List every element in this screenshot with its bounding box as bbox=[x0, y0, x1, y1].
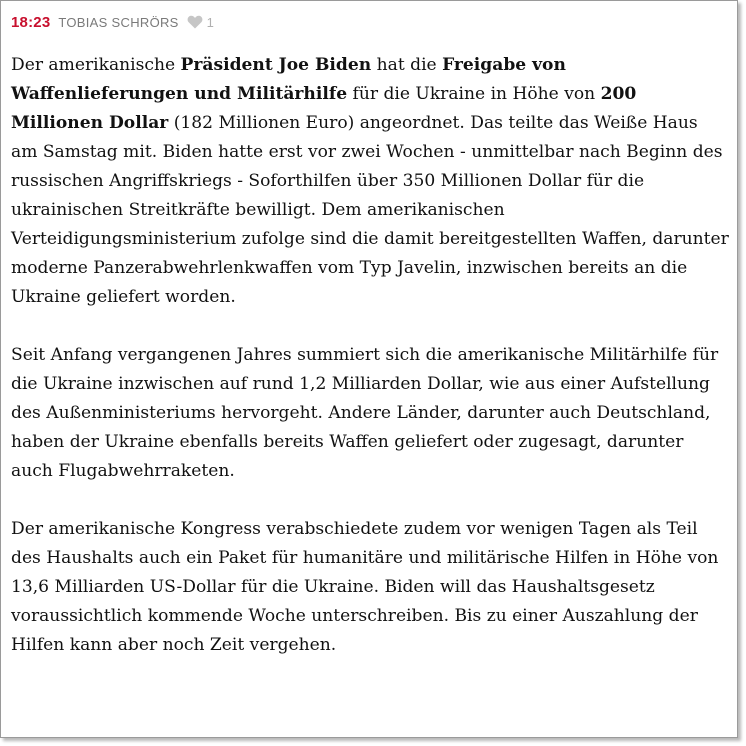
article-paragraph-3: Der amerikanische Kongress verabschiedete zudem vor wenigen Tagen als Teil des Haushalts auch ein Paket für humanitäre und militärische Hilfen in Höhe von 13,6 Milliarden US-Dollar für die Ukraine. Biden will das Haushaltsgesetz voraussichtlich kommende Woche unterschreiben. Bis zu einer Auszahlung der Hilfen kann aber noch Zeit vergehen. bbox=[11, 519, 719, 655]
bold-highlight: 200 Millionen Dollar bbox=[11, 84, 637, 133]
text-segment: für die Ukraine in Höhe von bbox=[347, 84, 601, 104]
article-body bbox=[11, 51, 729, 689]
text-segment: (182 Millionen Euro) angeordnet. Das teilte das Weiße Haus am Samstag mit. Biden hatte erst vor zwei Wochen - unmittelbar nach Beginn des russischen Angriffskriegs - Soforthilfen über 350 Millionen Dollar für die ukrainischen Streitkräfte bewilligt. Dem amerikanischen Verteidigungsministerium zufolge sind die damit bereitgestellten Waffen, darunter moderne Panzerabwehrlenkwaffen vom Typ Javelin, inzwischen bereits an die Ukraine geliefert worden. bbox=[11, 113, 729, 307]
author-name[interactable]: TOBIAS SCHRÖRS bbox=[58, 14, 179, 30]
entry-meta bbox=[11, 12, 214, 32]
like-button[interactable] bbox=[187, 15, 214, 30]
text-segment: Der amerikanische bbox=[11, 55, 181, 75]
heart-icon[interactable] bbox=[187, 15, 203, 29]
bold-highlight: Freigabe von Waffenlieferungen und Militärhilfe bbox=[11, 55, 566, 104]
article-paragraph-2: Seit Anfang vergangenen Jahres summiert sich die amerikanische Militärhilfe für die Ukraine inzwischen auf rund 1,2 Milliarden Dollar, wie aus einer Aufstellung des Außenministeriums hervorgeht. Andere Länder, darunter auch Deutschland, haben der Ukraine ebenfalls bereits Waffen geliefert oder zugesagt, darunter auch Flugabwehrraketen. bbox=[11, 345, 719, 481]
bold-highlight: Präsident Joe Biden bbox=[180, 55, 372, 75]
text-segment: hat die bbox=[371, 55, 443, 75]
article-paragraph-1 bbox=[11, 51, 729, 312]
like-count: 1 bbox=[206, 14, 214, 30]
entry-timestamp: 18:23 bbox=[11, 13, 51, 31]
